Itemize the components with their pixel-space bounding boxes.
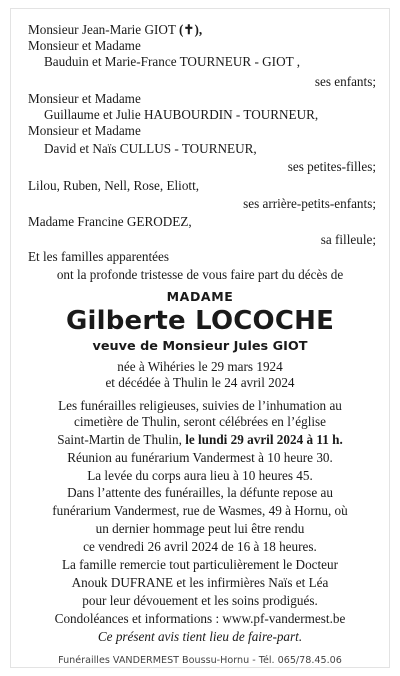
family-line-5: Monsieur et Madame [28,91,141,106]
family-line-1 [28,22,202,38]
relation-great-grandchildren: ses arrière-petits-enfants; [243,196,376,211]
death-line: et décédée à Thulin le 24 avril 2024 [105,375,295,390]
condolences-line: Condoléances et informations : www.pf-vandermest.be [54,611,346,626]
funeral-line-5: La levée du corps aura lieu à 10 heures 45. [87,468,313,483]
funeral-line-3 [0,432,400,448]
relation-granddaughters: ses petites-filles; [287,159,376,174]
funeral-line-11: Anouk DUFRANE et les infirmières Naïs et Léa [71,575,329,590]
church-name: Saint-Martin de Thulin, [57,432,182,447]
family-line-6: Guillaume et Julie HAUBOURDIN - TOURNEUR, [44,107,319,122]
funeral-line-1: Les funérailles religieuses, suivies de l’inhumation au [58,398,342,413]
family-line-8: David et Naïs CULLUS - TOURNEUR, [44,141,257,156]
funeral-line-6: Dans l’attente des funérailles, la défunte repose au [67,485,333,500]
funeral-line-2: cimetière de Thulin, seront célébrées en l’église [73,414,327,429]
funeral-line-4: Réunion au funérarium Vandermest à 10 heure 30. [67,450,333,465]
relation-children: ses enfants; [314,74,376,89]
funeral-home-footer: Funérailles VANDERMEST Boussu-Hornu - Tél. 065/78.45.06 [58,655,342,666]
family-line-2: Monsieur et Madame [28,38,141,53]
funeral-line-7: funérarium Vandermest, rue de Wasmes, 49 à Hornu, où [52,503,348,518]
announcement-line: ont la profonde tristesse de vous faire part du décès de [56,267,344,282]
deceased-name: Gilberte LOCOCHE [65,306,335,336]
notice-disclaimer: Ce présent avis tient lieu de faire-part. [97,629,303,644]
funeral-line-8: un dernier hommage peut lui être rendu [95,521,305,536]
funeral-date-time: le lundi 29 avril 2024 à 11 h. [185,432,343,447]
deceased-title: MADAME [166,289,234,304]
family-line-3: Bauduin et Marie-France TOURNEUR - GIOT , [44,54,301,69]
funeral-line-9: ce vendredi 26 avril 2024 de 16 à 18 heures. [83,539,317,554]
family-name-jean-marie: Monsieur Jean-Marie GIOT [28,22,176,37]
deceased-cross-marker: (✝), [179,22,203,37]
family-line-10: Lilou, Ruben, Nell, Rose, Eliott, [28,178,200,193]
relation-goddaughter: sa filleule; [320,232,376,247]
birth-line: née à Wihéries le 29 mars 1924 [117,359,283,374]
deceased-widow-of: veuve de Monsieur Jules GIOT [92,339,308,354]
funeral-line-12: pour leur dévouement et les soins prodigués. [82,593,318,608]
family-line-7: Monsieur et Madame [28,123,141,138]
funeral-line-10: La famille remercie tout particulièrement le Docteur [61,557,339,572]
family-line-14: Et les familles apparentées [28,249,169,264]
family-line-12: Madame Francine GERODEZ, [28,214,192,229]
